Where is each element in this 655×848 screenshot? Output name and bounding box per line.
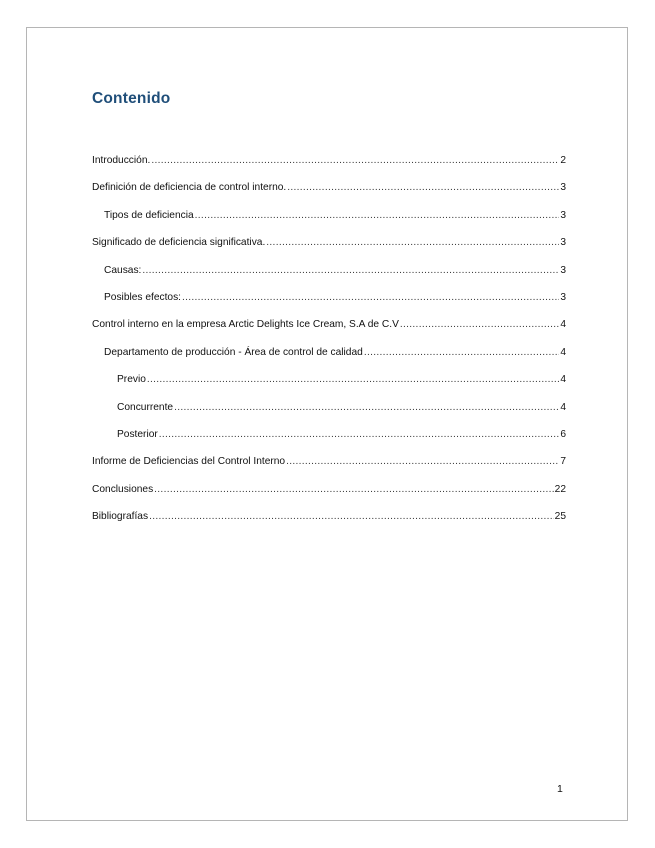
toc-entry-page: 22 [554,483,566,495]
toc-dot-leader [364,347,560,358]
toc-entry[interactable] [92,429,566,456]
toc-dot-leader [174,402,559,413]
toc-dot-leader [151,155,559,166]
toc-entry-page: 3 [560,182,566,194]
toc-heading: Contenido [92,90,171,107]
toc-entry-label: Significado de deficiencia significativa. [92,237,266,249]
page-number: 1 [557,783,563,795]
toc-entry-label: Bibliografías [92,511,149,523]
toc-entry-page: 25 [554,511,566,523]
toc-entry[interactable] [92,374,566,401]
toc-entry[interactable] [92,484,566,511]
toc-dot-leader [142,265,559,276]
toc-entry[interactable] [92,182,566,209]
toc-entry-label: Posibles efectos: [104,291,182,303]
toc-dot-leader [266,237,559,248]
toc-entry-label: Introducción. [92,155,151,166]
toc-dot-leader [195,210,560,221]
toc-entry-label: Departamento de producción - Área de control de calidad [104,346,363,358]
toc-entry-label: Control interno en la empresa Arctic Delights Ice Cream, S.A de C.V [92,319,399,331]
toc-entry-page: 4 [560,401,566,413]
toc-dot-leader [154,484,553,495]
toc-entry-page: 3 [560,237,566,249]
toc-entry-page: 3 [560,264,566,276]
toc-entry[interactable] [92,511,566,538]
toc-dot-leader [400,319,559,330]
toc-dot-leader [149,511,554,522]
table-of-contents [92,155,566,538]
toc-entry-label: Informe de Deficiencias del Control Interno [92,456,286,468]
toc-entry-label: Posterior [117,428,158,440]
toc-entry[interactable] [92,265,566,292]
toc-entry-label: Previo [117,374,146,386]
toc-entry[interactable] [92,456,566,483]
toc-entry[interactable] [92,155,566,182]
toc-dot-leader [182,292,559,303]
toc-entry-page: 4 [560,374,566,386]
toc-entry[interactable] [92,237,566,264]
toc-entry-label: Conclusiones [92,483,154,495]
toc-entry-page: 6 [560,428,566,440]
toc-entry[interactable] [92,319,566,346]
toc-entry-label: Causas: [104,264,142,276]
toc-entry[interactable] [92,347,566,374]
toc-entry-page: 3 [560,209,566,221]
toc-dot-leader [286,456,559,467]
toc-dot-leader [147,374,559,385]
toc-dot-leader [287,182,559,193]
toc-entry-label: Tipos de deficiencia [104,209,194,221]
toc-entry[interactable] [92,402,566,429]
toc-dot-leader [159,429,560,440]
document-page [26,27,628,821]
toc-entry[interactable] [92,292,566,319]
toc-entry-page: 2 [560,155,566,166]
toc-entry-page: 4 [560,346,566,358]
toc-entry-page: 4 [560,319,566,331]
toc-entry-page: 3 [560,291,566,303]
toc-entry-label: Concurrente [117,401,174,413]
toc-entry-page: 7 [560,456,566,468]
toc-entry[interactable] [92,210,566,237]
toc-entry-label: Definición de deficiencia de control interno. [92,182,287,194]
